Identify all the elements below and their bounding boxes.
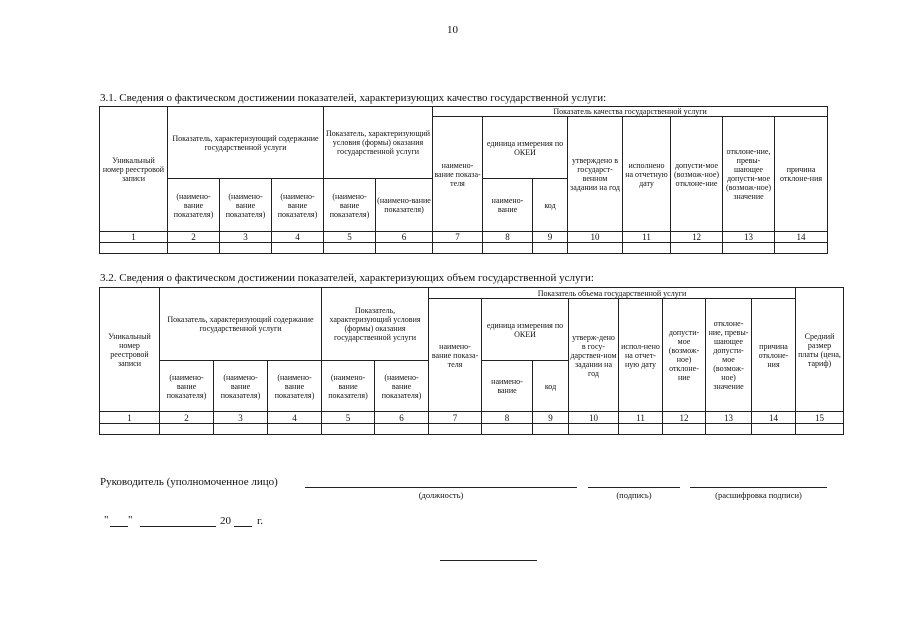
date-quote-open: " bbox=[104, 514, 109, 526]
column-number: 12 bbox=[671, 232, 723, 243]
col-unit-code: код bbox=[533, 179, 568, 232]
column-number: 15 bbox=[796, 412, 844, 424]
column-number: 9 bbox=[533, 232, 568, 243]
sub-name-2: (наимено-вание показателя) bbox=[214, 361, 268, 412]
sub-name-5: (наимено-вание показателя) bbox=[375, 361, 429, 412]
col-exceeding-deviation: отклоне-ние, превы-шающее допусти-мое (возмож-ное) значение bbox=[706, 299, 752, 412]
column-number: 7 bbox=[429, 412, 482, 424]
col-average-fee: Средний размер платы (цена, тариф) bbox=[796, 288, 844, 412]
col-unit-name: наимено-вание bbox=[482, 361, 533, 412]
col-approved: утверждено в государст-венном задании на год bbox=[568, 117, 623, 232]
page-number: 10 bbox=[447, 24, 458, 36]
signature-line bbox=[588, 487, 680, 488]
date-year-suffix: г. bbox=[257, 515, 264, 527]
decode-caption: (расшифровка подписи) bbox=[715, 490, 802, 500]
column-number: 14 bbox=[752, 412, 796, 424]
signature-caption: (подпись) bbox=[616, 490, 652, 500]
column-number: 13 bbox=[723, 232, 775, 243]
date-day-line bbox=[110, 526, 128, 527]
sub-name-4: (наимено-вание показателя) bbox=[324, 179, 376, 232]
position-caption: (должность) bbox=[418, 490, 464, 500]
sub-name-5: (наимено-вание показателя) bbox=[376, 179, 433, 232]
sub-name-3: (наимено-вание показателя) bbox=[268, 361, 322, 412]
col-unique-number: Уникальный номер реестровой записи bbox=[100, 107, 168, 232]
section-3-1-title: 3.1. Сведения о фактическом достижении показателей, характеризующих качество государственной услуги: bbox=[100, 92, 607, 104]
volume-indicators-table bbox=[99, 287, 844, 435]
column-number: 3 bbox=[214, 412, 268, 424]
col-unit: единица измерения по ОКЕИ bbox=[483, 117, 568, 179]
col-deviation-reason: причина отклоне-ния bbox=[752, 299, 796, 412]
col-conditions-indicator: Показатель, характеризующий условия (формы) оказания государственной услуги bbox=[322, 288, 429, 361]
column-number: 5 bbox=[322, 412, 375, 424]
empty-row bbox=[100, 243, 828, 254]
footnote-divider bbox=[440, 560, 537, 561]
column-number: 10 bbox=[569, 412, 619, 424]
col-unit-code: код bbox=[533, 361, 569, 412]
column-number: 8 bbox=[482, 412, 533, 424]
position-line bbox=[305, 487, 577, 488]
sub-name-4: (наимено-вание показателя) bbox=[322, 361, 375, 412]
col-allowed-deviation: допусти-мое (возмож-ное) отклоне-ние bbox=[663, 299, 706, 412]
column-number: 11 bbox=[623, 232, 671, 243]
date-month-line bbox=[140, 526, 216, 527]
column-number: 10 bbox=[568, 232, 623, 243]
decode-line bbox=[690, 487, 827, 488]
col-executed: испол-нено на отчет-ную дату bbox=[619, 299, 663, 412]
sub-name-1: (наимено-вание показателя) bbox=[168, 179, 220, 232]
date-year-prefix: 20 bbox=[220, 515, 231, 527]
column-number: 8 bbox=[483, 232, 533, 243]
column-number: 12 bbox=[663, 412, 706, 424]
column-number: 13 bbox=[706, 412, 752, 424]
col-unit-name: наимено-вание bbox=[483, 179, 533, 232]
col-content-indicator: Показатель, характеризующий содержание государственной услуги bbox=[160, 288, 322, 361]
col-unit: единица измерения по ОКЕИ bbox=[482, 299, 569, 361]
date-year-line bbox=[234, 526, 252, 527]
column-number: 1 bbox=[100, 232, 168, 243]
sub-name-3: (наимено-вание показателя) bbox=[272, 179, 324, 232]
column-number: 6 bbox=[375, 412, 429, 424]
column-number: 1 bbox=[100, 412, 160, 424]
col-quality-group: Показатель качества государственной услуги bbox=[433, 107, 828, 117]
col-deviation-reason: причина отклоне-ния bbox=[775, 117, 828, 232]
col-conditions-indicator: Показатель, характеризующий условия (формы) оказания государственной услуги bbox=[324, 107, 433, 179]
column-number: 5 bbox=[324, 232, 376, 243]
date-quote-close: " bbox=[128, 514, 133, 526]
column-number: 7 bbox=[433, 232, 483, 243]
quality-indicators-table bbox=[99, 106, 828, 254]
section-3-2-title: 3.2. Сведения о фактическом достижении показателей, характеризующих объем государственной услуги: bbox=[100, 272, 594, 284]
col-indicator-name: наимено-вание показа-теля bbox=[433, 117, 483, 232]
empty-row bbox=[100, 424, 844, 435]
column-number: 3 bbox=[220, 232, 272, 243]
column-number: 4 bbox=[268, 412, 322, 424]
col-executed: исполнено на отчетную дату bbox=[623, 117, 671, 232]
sub-name-2: (наимено-вание показателя) bbox=[220, 179, 272, 232]
col-exceeding-deviation: отклоне-ние, превы-шающее допусти-мое (возмож-ное) значение bbox=[723, 117, 775, 232]
column-number: 4 bbox=[272, 232, 324, 243]
head-signature-label: Руководитель (уполномоченное лицо) bbox=[100, 476, 278, 488]
col-unique-number: Уникальный номер реестровой записи bbox=[100, 288, 160, 412]
column-number: 11 bbox=[619, 412, 663, 424]
col-indicator-name: наимено-вание показа-теля bbox=[429, 299, 482, 412]
col-approved: утверж-дено в госу-дарствен-ном задании на год bbox=[569, 299, 619, 412]
col-allowed-deviation: допусти-мое (возмож-ное) отклоне-ние bbox=[671, 117, 723, 232]
column-number: 14 bbox=[775, 232, 828, 243]
column-number: 2 bbox=[160, 412, 214, 424]
column-number: 2 bbox=[168, 232, 220, 243]
column-number: 6 bbox=[376, 232, 433, 243]
col-content-indicator: Показатель, характеризующий содержание государственной услуги bbox=[168, 107, 324, 179]
col-volume-group: Показатель объема государственной услуги bbox=[429, 288, 796, 299]
column-number: 9 bbox=[533, 412, 569, 424]
sub-name-1: (наимено-вание показателя) bbox=[160, 361, 214, 412]
